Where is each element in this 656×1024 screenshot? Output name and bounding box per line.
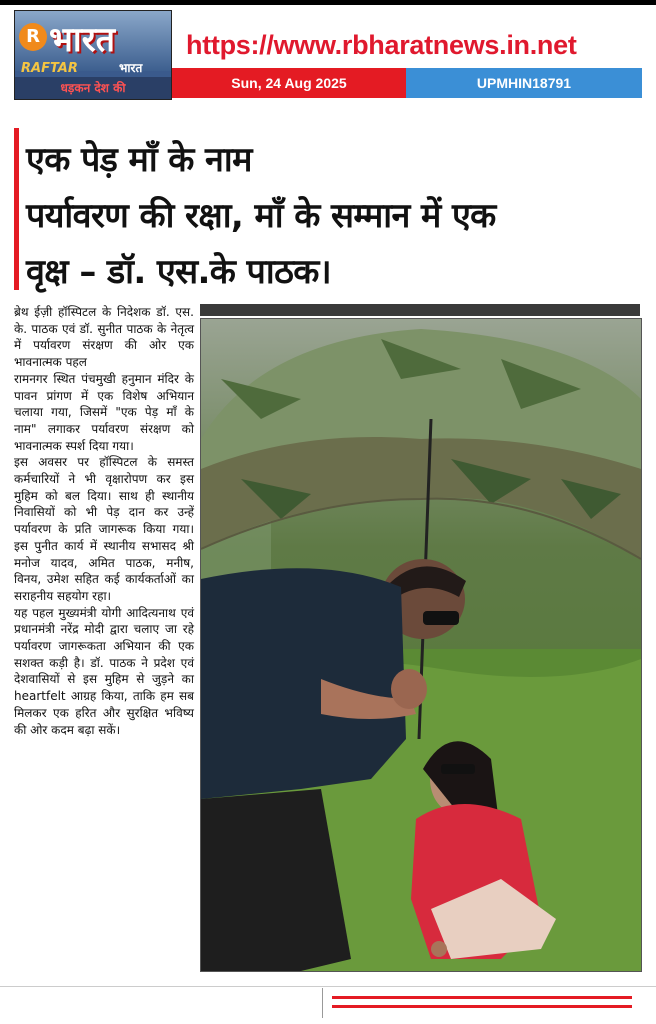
footer-red-line <box>332 1005 632 1008</box>
registration-number: UPMHIN18791 <box>406 68 642 98</box>
site-logo[interactable] <box>14 10 172 100</box>
headline <box>26 132 646 300</box>
site-url[interactable]: https://www.rbharatnews.in.net <box>186 30 577 60</box>
article-paragraph: इस अवसर पर हॉस्पिटल के समस्त कर्मचारियों ने भी वृक्षारोपण कर इस मुहिम को बल दिया। साथ ही स्थानीय निवासियों को भी पेड़ दान कर उन्हें पर्यावरण के प्रति जागरूक किया गया। इस पुनीत कार्य में स्थानीय सभासद श्री मनोज यादव, अमित पाठक, मनीष, विनय, उमेश सहित कई कार्यकर्ताओं का सराहनीय सहयोग रहा। <box>14 455 194 603</box>
logo-r-icon: R <box>19 23 47 51</box>
headline-accent-bar <box>14 128 19 290</box>
footer-divider <box>0 986 656 987</box>
article-paragraph: रामनगर स्थित पंचमुखी हनुमान मंदिर के पावन प्रांगण में एक विशेष अभियान चलाया गया, जिसमें "एक पेड़ माँ के नाम" लगाकर पर्यावरण संरक्षण को भावनात्मक स्पर्श दिया गया। <box>14 371 194 453</box>
logo-tagline: धड़कन देश की <box>15 77 171 99</box>
tree-planting-photo <box>201 319 641 971</box>
headline-line-1: एक पेड़ माँ के नाम <box>26 140 252 180</box>
logo-name: भारत <box>49 20 115 60</box>
publish-date: Sun, 24 Aug 2025 <box>172 68 406 98</box>
footer-separator <box>322 988 323 1018</box>
article-body <box>14 304 194 738</box>
headline-line-3: वृक्ष – डॉ. एस.के पाठक। <box>26 252 332 292</box>
article-paragraph: यह पहल मुख्यमंत्री योगी आदित्यनाथ एवं प्रधानमंत्री नरेंद्र मोदी द्वारा चलाए जा रहे पर्यावरण जागरूकता अभियान की एक सशक्त कड़ी है। डॉ. पाठक ने प्रदेश एवं देशवासियों से इस मुहिम से जुड़ने का heartfelt आग्रह किया, ताकि हम सब मिलकर एक हरित और सुरक्षित भविष्य की ओर कदम बढ़ा सकें। <box>14 605 194 737</box>
section-rule <box>200 304 640 316</box>
top-border <box>0 0 656 5</box>
headline-line-2: पर्यावरण की रक्षा, माँ के सम्मान में एक <box>26 196 496 236</box>
logo-bharat-small: भारत <box>119 61 143 75</box>
logo-rafter: RAFTAR <box>21 61 78 76</box>
footer-red-line <box>332 996 632 999</box>
news-photo <box>200 318 642 972</box>
article-paragraph: ब्रेथ ईज़ी हॉस्पिटल के निदेशक डॉ. एस. के. पाठक एवं डॉ. सुनीत पाठक के नेतृत्व में पर्यावरण संरक्षण की ओर एक भावनात्मक पहल <box>14 305 194 370</box>
